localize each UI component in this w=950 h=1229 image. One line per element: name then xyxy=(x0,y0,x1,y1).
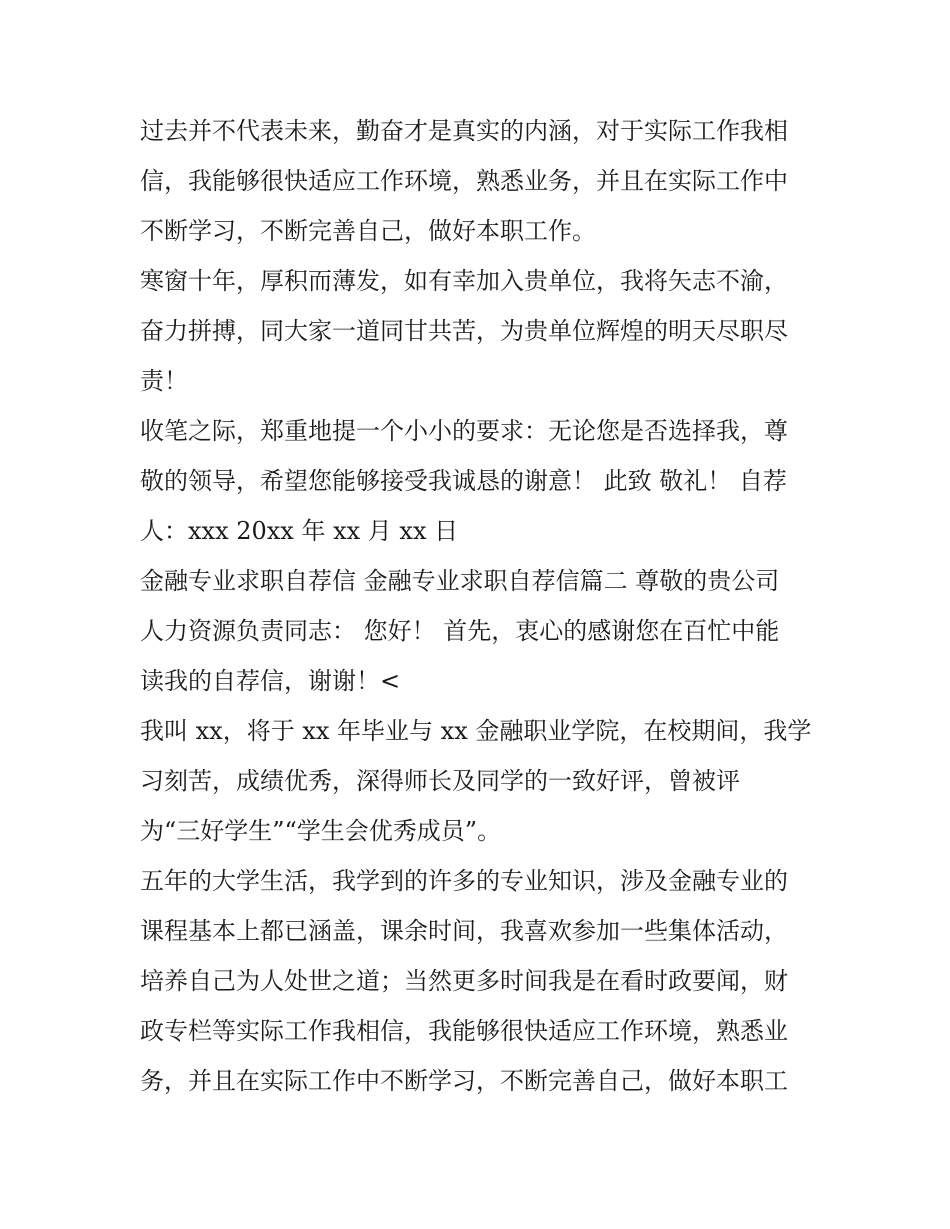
text-line: 人力资源负责同志： 您好！ 首先，衷心的感谢您在百忙中能 xyxy=(140,617,780,645)
text-line: 信，我能够很快适应工作环境，熟悉业务，并且在实际工作中 xyxy=(140,167,788,195)
text-line: 奋力拼搏，同大家一道同甘共苦，为贵单位辉煌的明天尽职尽 xyxy=(140,317,788,345)
text-line: 寒窗十年，厚积而薄发，如有幸加入贵单位，我将矢志不渝， xyxy=(140,267,788,295)
text-line: 不断学习，不断完善自己，做好本职工作。 xyxy=(140,217,596,245)
text-line: 人：xxx 20xx 年 xx 月 xx 日 xyxy=(140,517,459,545)
text-line: 读我的自荐信，谢谢！< xyxy=(140,667,401,695)
text-line: 政专栏等实际工作我相信，我能够很快适应工作环境，熟悉业 xyxy=(140,1017,788,1045)
text-line: 我叫 xx，将于 xx 年毕业与 xx 金融职业学院，在校期间，我学 xyxy=(140,717,812,745)
text-line: 五年的大学生活，我学到的许多的专业知识，涉及金融专业的 xyxy=(140,867,788,895)
text-line: 课程基本上都已涵盖，课余时间，我喜欢参加一些集体活动， xyxy=(140,917,788,945)
text-line: 务，并且在实际工作中不断学习，不断完善自己，做好本职工 xyxy=(140,1067,788,1095)
text-line: 过去并不代表未来，勤奋才是真实的内涵，对于实际工作我相 xyxy=(140,117,788,145)
text-line: 收笔之际，郑重地提一个小小的要求：无论您是否选择我，尊 xyxy=(140,417,788,445)
text-line: 培养自己为人处世之道；当然更多时间我是在看时政要闻，财 xyxy=(140,967,788,995)
text-line: 敬的领导，希望您能够接受我诚恳的谢意！ 此致 敬礼！ 自荐 xyxy=(140,467,787,495)
text-line: 习刻苦，成绩优秀，深得师长及同学的一致好评，曾被评 xyxy=(140,767,740,795)
text-line: 为“三好学生”“学生会优秀成员”。 xyxy=(140,817,502,845)
document-text xyxy=(140,106,820,1106)
text-line: 金融专业求职自荐信 金融专业求职自荐信篇二 尊敬的贵公司 xyxy=(140,567,780,595)
text-line: 责！ xyxy=(140,367,188,395)
